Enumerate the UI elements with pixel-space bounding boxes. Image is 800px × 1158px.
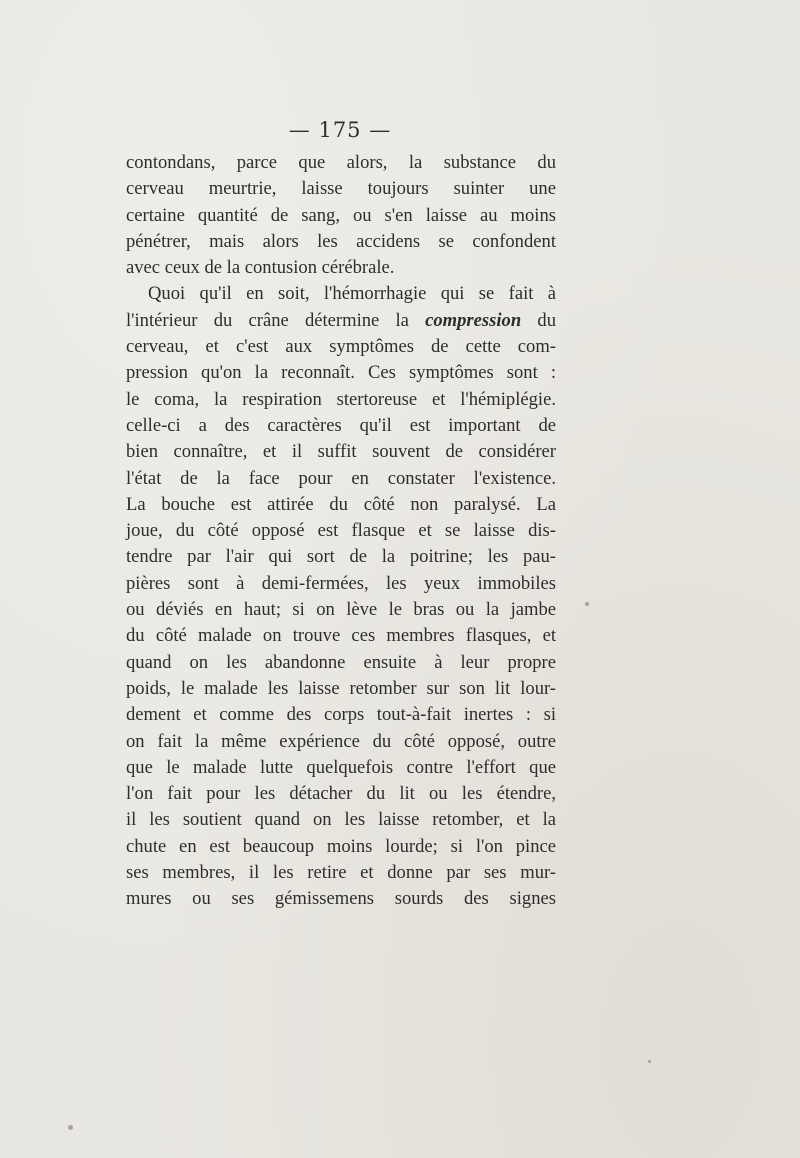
text-line: on fait la même expérience du côté opposé, outre xyxy=(126,730,556,752)
text-line: bien connaître, et il suffit souvent de considérer xyxy=(126,441,556,463)
paper-speck xyxy=(68,1125,73,1130)
text-line: quand on les abandonne ensuite à leur propre xyxy=(126,651,556,673)
text-line: dement et comme des corps tout-à-fait inertes : si xyxy=(126,704,556,726)
text-line: cerveau meurtrie, laisse toujours suinter une xyxy=(126,178,556,200)
text-line: contondans, parce que alors, la substance du xyxy=(126,152,556,173)
text-line: cerveau, et c'est aux symptômes de cette com- xyxy=(126,336,556,358)
text-line: le coma, la respiration stertoreuse et l'hémiplégie. xyxy=(126,388,556,410)
page-number: — 175 — xyxy=(288,118,392,142)
text-line: l'état de la face pour en constater l'existence. xyxy=(126,467,556,489)
text-line: que le malade lutte quelquefois contre l'effort que xyxy=(126,756,556,778)
text-line: avec ceux de la contusion cérébrale. xyxy=(126,257,395,279)
text-line: chute en est beaucoup moins lourde; si l'on pince xyxy=(126,835,556,857)
text-line xyxy=(126,308,556,334)
paper-speck xyxy=(648,1060,651,1063)
text-line: l'on fait pour les détacher du lit ou les étendre, xyxy=(126,783,556,805)
text-line: poids, le malade les laisse retomber sur son lit lour- xyxy=(126,677,556,699)
text-line: pression qu'on la reconnaît. Ces symptômes sont : xyxy=(126,362,556,384)
text-line: il les soutient quand on les laisse retomber, et la xyxy=(126,809,556,831)
body-text xyxy=(126,150,556,913)
text-line: certaine quantité de sang, ou s'en laisse au moins xyxy=(126,204,556,226)
text-line: du côté malade on trouve ces membres flasques, et xyxy=(126,625,556,647)
text-line: La bouche est attirée du côté non paralysé. La xyxy=(126,493,556,515)
text-line: joue, du côté opposé est flasque et se laisse dis- xyxy=(126,520,556,542)
text-line: tendre par l'air qui sort de la poitrine; les pau- xyxy=(126,546,556,568)
emphasized-word: compression xyxy=(425,309,522,331)
paper-speck xyxy=(585,602,589,606)
text-line: pières sont à demi-fermées, les yeux immobiles xyxy=(126,572,556,594)
text-line-start: l'intérieur du crâne détermine la xyxy=(126,309,426,331)
text-line: pénétrer, mais alors les accidens se confondent xyxy=(126,230,556,252)
text-line: ses membres, il les retire et donne par ses mur- xyxy=(126,862,556,884)
text-line-end: du xyxy=(521,309,556,331)
text-line: celle-ci a des caractères qu'il est important de xyxy=(126,414,556,436)
text-line: mures ou ses gémissemens sourds des signes xyxy=(126,888,556,910)
text-line: Quoi qu'il en soit, l'hémorrhagie qui se fait à xyxy=(148,283,556,305)
text-line: ou déviés en haut; si on lève le bras ou la jambe xyxy=(126,599,556,621)
